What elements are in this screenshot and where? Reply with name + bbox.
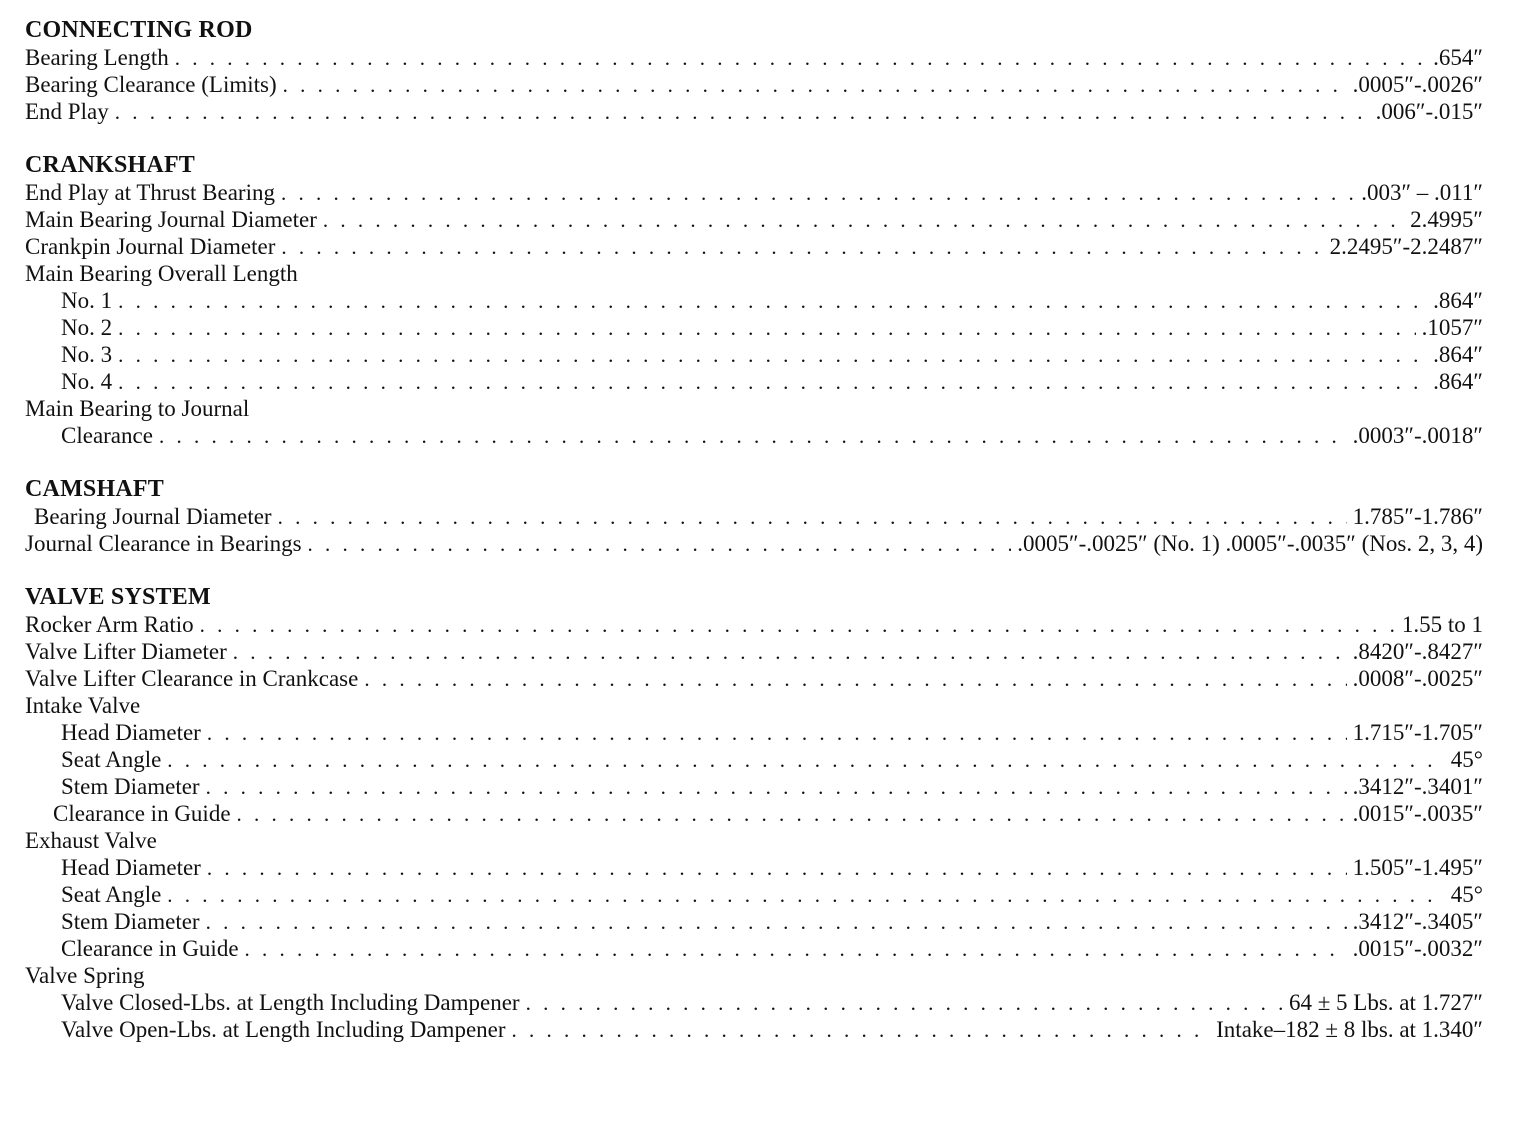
dot-leader (175, 45, 1427, 71)
dot-leader (308, 531, 1012, 557)
spec-row (25, 233, 1483, 260)
dot-leader (323, 207, 1404, 233)
spec-label: Stem Diameter (61, 909, 200, 934)
section-camshaft (25, 476, 1483, 557)
spec-row (25, 854, 1483, 881)
spec-row (25, 989, 1483, 1016)
spec-label: End Play (25, 99, 109, 124)
spec-row (25, 800, 1483, 827)
spec-row (25, 44, 1483, 71)
spec-row (25, 314, 1483, 341)
spec-value: 45° (1450, 747, 1483, 772)
spec-label: Crankpin Journal Diameter (25, 234, 276, 259)
spec-subheading (25, 260, 1483, 287)
dot-leader (118, 342, 1427, 368)
spec-row (25, 935, 1483, 962)
spec-subheading (25, 962, 1483, 989)
dot-leader (167, 747, 1445, 773)
spec-label: Valve Lifter Diameter (25, 639, 227, 664)
section-heading: CONNECTING ROD (25, 17, 253, 43)
spec-value: 45° (1450, 882, 1483, 907)
spec-row (25, 530, 1483, 557)
spec-row (25, 287, 1483, 314)
spec-label: Journal Clearance in Bearings (25, 531, 302, 556)
dot-leader (364, 666, 1346, 692)
spec-label: Valve Open-Lbs. at Length Including Dampener (61, 1017, 506, 1042)
spec-label: Valve Spring (25, 963, 145, 988)
spec-value: .864″ (1433, 369, 1483, 394)
spec-label: Bearing Clearance (Limits) (25, 72, 277, 97)
spec-value: .3412″-.3401″ (1352, 774, 1483, 799)
spec-label: Rocker Arm Ratio (25, 612, 194, 637)
dot-leader (118, 315, 1416, 341)
spec-row (25, 881, 1483, 908)
spec-value: 1.785″-1.786″ (1352, 504, 1483, 529)
section-heading: VALVE SYSTEM (25, 584, 211, 610)
spec-label: Clearance (61, 423, 153, 448)
spec-value: .864″ (1433, 288, 1483, 313)
dot-leader (206, 909, 1347, 935)
spec-row (25, 773, 1483, 800)
spec-value: .0015″-.0035″ (1352, 801, 1483, 826)
spec-value: .0008″-.0025″ (1352, 666, 1483, 691)
dot-leader (278, 504, 1347, 530)
spec-value: .006″-.015″ (1375, 99, 1483, 124)
spec-label: Head Diameter (61, 720, 201, 745)
spec-subheading (25, 827, 1483, 854)
spec-label: Valve Closed-Lbs. at Length Including Dampener (61, 990, 520, 1015)
spec-label: Main Bearing to Journal (25, 396, 250, 421)
spec-label: Head Diameter (61, 855, 201, 880)
section-heading: CRANKSHAFT (25, 152, 196, 178)
dot-leader (118, 288, 1427, 314)
spec-row (25, 1016, 1483, 1043)
dot-leader (281, 180, 1355, 206)
spec-value: .0005″-.0025″ (No. 1) .0005″-.0035″ (Nos. 2, 3, 4) (1017, 531, 1483, 556)
dot-leader (118, 369, 1427, 395)
spec-label: No. 2 (61, 315, 113, 340)
spec-label: No. 3 (61, 342, 113, 367)
spec-value: 2.2495″-2.2487″ (1329, 234, 1483, 259)
spec-value: .654″ (1433, 45, 1483, 70)
spec-value: 2.4995″ (1410, 207, 1483, 232)
dot-leader (207, 855, 1347, 881)
spec-label: Clearance in Guide (53, 801, 231, 826)
spec-row (25, 908, 1483, 935)
spec-value: 1.55 to 1 (1401, 612, 1483, 637)
section-valve-system (25, 584, 1483, 1043)
spec-row (25, 368, 1483, 395)
dot-leader (237, 801, 1347, 827)
spec-label: Seat Angle (61, 882, 162, 907)
spec-label: Exhaust Valve (25, 828, 157, 853)
dot-leader (159, 423, 1347, 449)
spec-row (25, 341, 1483, 368)
spec-row (25, 422, 1483, 449)
spec-row (25, 665, 1483, 692)
dot-leader (526, 990, 1283, 1016)
section-heading: CAMSHAFT (25, 476, 164, 502)
spec-label: End Play at Thrust Bearing (25, 180, 275, 205)
spec-row (25, 638, 1483, 665)
spec-value: Intake–182 ± 8 lbs. at 1.340″ (1216, 1017, 1483, 1042)
dot-leader (245, 936, 1347, 962)
spec-page (25, 17, 1483, 1070)
spec-value: .0015″-.0032″ (1352, 936, 1483, 961)
dot-leader (233, 639, 1347, 665)
spec-row (25, 206, 1483, 233)
dot-leader (200, 612, 1396, 638)
spec-label: Stem Diameter (61, 774, 200, 799)
spec-label: Intake Valve (25, 693, 141, 718)
spec-label: Clearance in Guide (61, 936, 239, 961)
spec-row (25, 179, 1483, 206)
spec-value: .8420″-.8427″ (1352, 639, 1483, 664)
spec-value: .003″ – .011″ (1361, 180, 1483, 205)
dot-leader (283, 72, 1347, 98)
spec-row (25, 746, 1483, 773)
spec-row (25, 98, 1483, 125)
spec-label: Seat Angle (61, 747, 162, 772)
dot-leader (167, 882, 1445, 908)
spec-value: 1.505″-1.495″ (1352, 855, 1483, 880)
spec-value: 1.715″-1.705″ (1352, 720, 1483, 745)
dot-leader (115, 99, 1370, 125)
spec-label: No. 4 (61, 369, 113, 394)
section-connecting-rod (25, 17, 1483, 125)
spec-subheading (25, 692, 1483, 719)
dot-leader (206, 774, 1347, 800)
spec-value: 64 ± 5 Lbs. at 1.727″ (1288, 990, 1483, 1015)
spec-value: .0003″-.0018″ (1352, 423, 1483, 448)
dot-leader (207, 720, 1347, 746)
spec-label: No. 1 (61, 288, 113, 313)
spec-label: Valve Lifter Clearance in Crankcase (25, 666, 359, 691)
spec-subheading (25, 395, 1483, 422)
dot-leader (281, 234, 1323, 260)
spec-row (25, 503, 1483, 530)
spec-label: Bearing Journal Diameter (34, 504, 272, 529)
spec-label: Bearing Length (25, 45, 169, 70)
dot-leader (512, 1017, 1211, 1043)
spec-value: .0005″-.0026″ (1352, 72, 1483, 97)
spec-row (25, 611, 1483, 638)
spec-value: .1057″ (1421, 315, 1483, 340)
spec-label: Main Bearing Overall Length (25, 261, 298, 286)
spec-row (25, 71, 1483, 98)
spec-value: .864″ (1433, 342, 1483, 367)
spec-value: .3412″-.3405″ (1352, 909, 1483, 934)
spec-row (25, 719, 1483, 746)
spec-label: Main Bearing Journal Diameter (25, 207, 317, 232)
section-crankshaft (25, 152, 1483, 449)
